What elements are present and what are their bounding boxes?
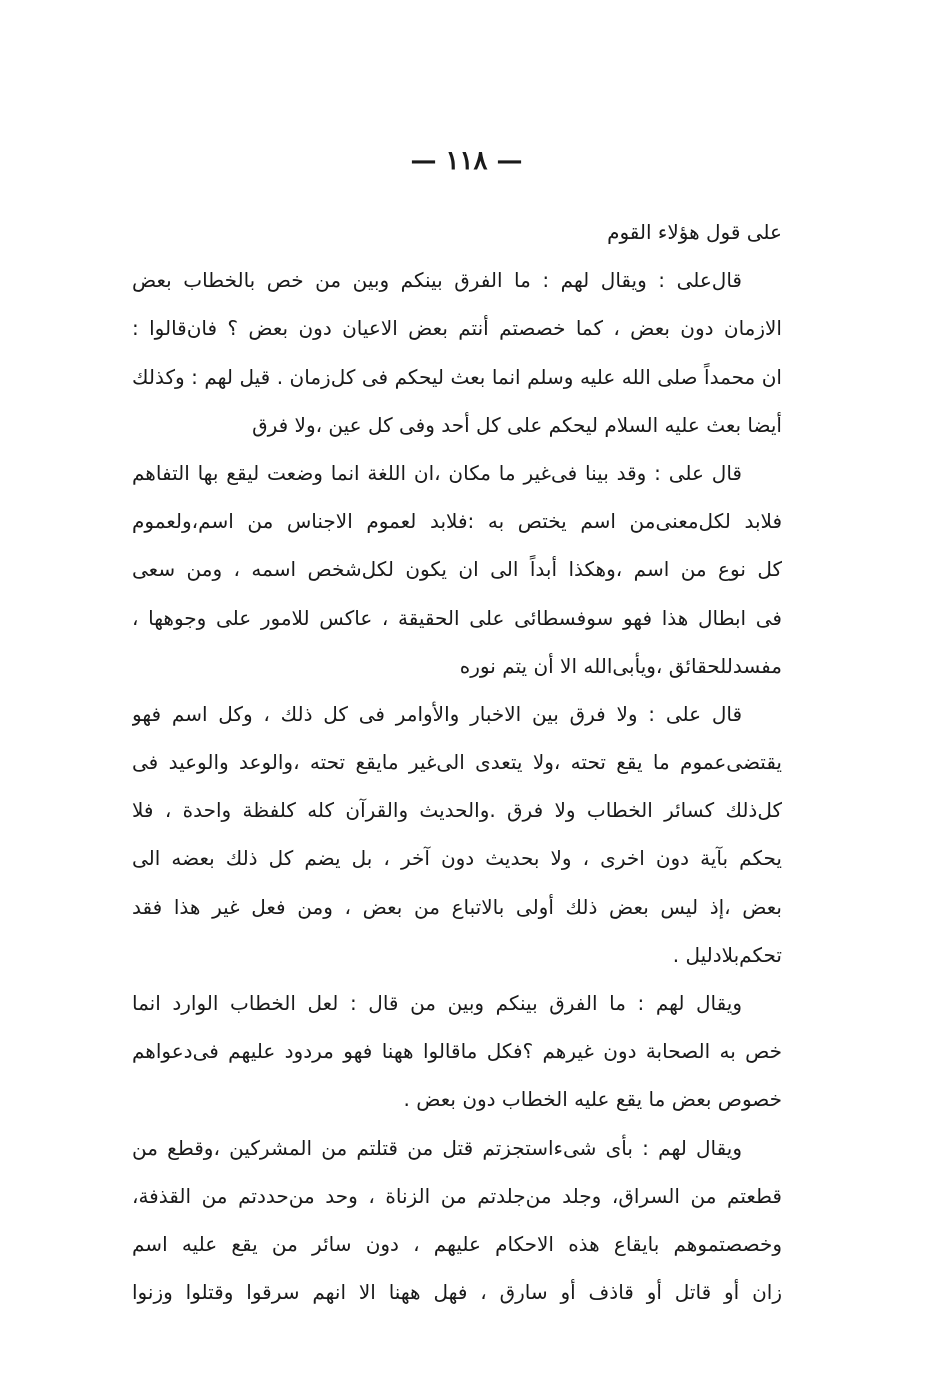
text-line: أيضا بعث عليه السلام ليحكم على كل أحد وفى كل عين ،ولا فرق [252, 412, 782, 437]
text-line: الازمان دون بعض ، كما خصصتم أنتم بعض الاعيان دون بعض ؟ فان‌قالوا : [132, 316, 782, 341]
text-line: خصوص بعض ما يقع عليه الخطاب دون بعض . [403, 1087, 782, 1112]
text-line: قطعتم من السراق، وجلد من‌جلدتم من الزناة ، وحد من‌حددتم من القذفة، [132, 1183, 782, 1208]
text-line: خص به الصحابة دون غيرهم ؟فكل ماقالوا ههنا فهو مردود عليهم فى‌دعواهم [132, 1039, 782, 1064]
text-line: ان محمداً صلى الله عليه وسلم انما بعث ليحكم فى كل‌زمان . قيل لهم : وكذلك [132, 364, 782, 389]
text-line: قال على : وقد بينا فى‌غير ما مكان ،ان اللغة انما وضعت ليقع بها التفاهم [132, 460, 742, 485]
text-line: يحكم بآية دون اخرى ، ولا بحديث دون آخر ، بل يضم كل ذلك بعضه الى [132, 846, 782, 871]
text-line: كل‌ذلك كسائر الخطاب ولا فرق .والحديث والقرآن كله كلفظة واحدة ، فلا [132, 798, 782, 823]
text-line: وخصصتموهم بايقاع هذه الاحكام عليهم ، دون سائر من يقع عليه اسم [132, 1231, 782, 1256]
text-line: فلابد لكل‌معنى‌من اسم يختص به :فلابد لعموم الاجناس من اسم،ولعموم [132, 509, 782, 534]
text-line: مفسدللحقائق ،ويأبى‌الله الا أن يتم نوره [459, 653, 782, 678]
text-line: تحكم‌بلادليل . [672, 942, 782, 967]
body-text [132, 208, 782, 1316]
text-line: فى ابطال هذا فهو سوفسطائى على الحقيقة ، عاكس للامور على وجوهها ، [132, 605, 782, 630]
page-number: — ١١٨ — [410, 146, 523, 176]
text-line: قال‌على : ويقال لهم : ما الفرق بينكم وبين من خص بالخطاب بعض [132, 268, 742, 293]
text-line: كل نوع من اسم ،وهكذا أبداً الى ان يكون لكل‌شخص اسمه ، ومن سعى [132, 557, 782, 582]
text-line: يقتضى‌عموم ما يقع تحته ،ولا يتعدى الى‌غير مايقع تحته ،والوعد والوعيد فى [132, 750, 782, 775]
text-line: بعض ،إذ ليس بعض ذلك أولى بالاتباع من بعض ، ومن فعل غير هذا فقد [132, 894, 782, 919]
text-line: على قول هؤلاء القوم [607, 220, 782, 244]
text-line: قال على : ولا فرق بين الاخبار والأوامر فى كل ذلك ، وكل اسم فهو [132, 701, 742, 726]
text-line: ويقال لهم : بأى شىء‌استجزتم قتل من قتلتم من المشركين ،وقطع من [132, 1135, 742, 1160]
text-line: زان أو قاتل أو قاذف أو سارق ، فهل ههنا الا انهم سرقوا وقتلوا وزنوا [132, 1280, 782, 1305]
text-line: ويقال لهم : ما الفرق بينكم وبين من قال : لعل الخطاب الوارد انما [132, 991, 742, 1015]
